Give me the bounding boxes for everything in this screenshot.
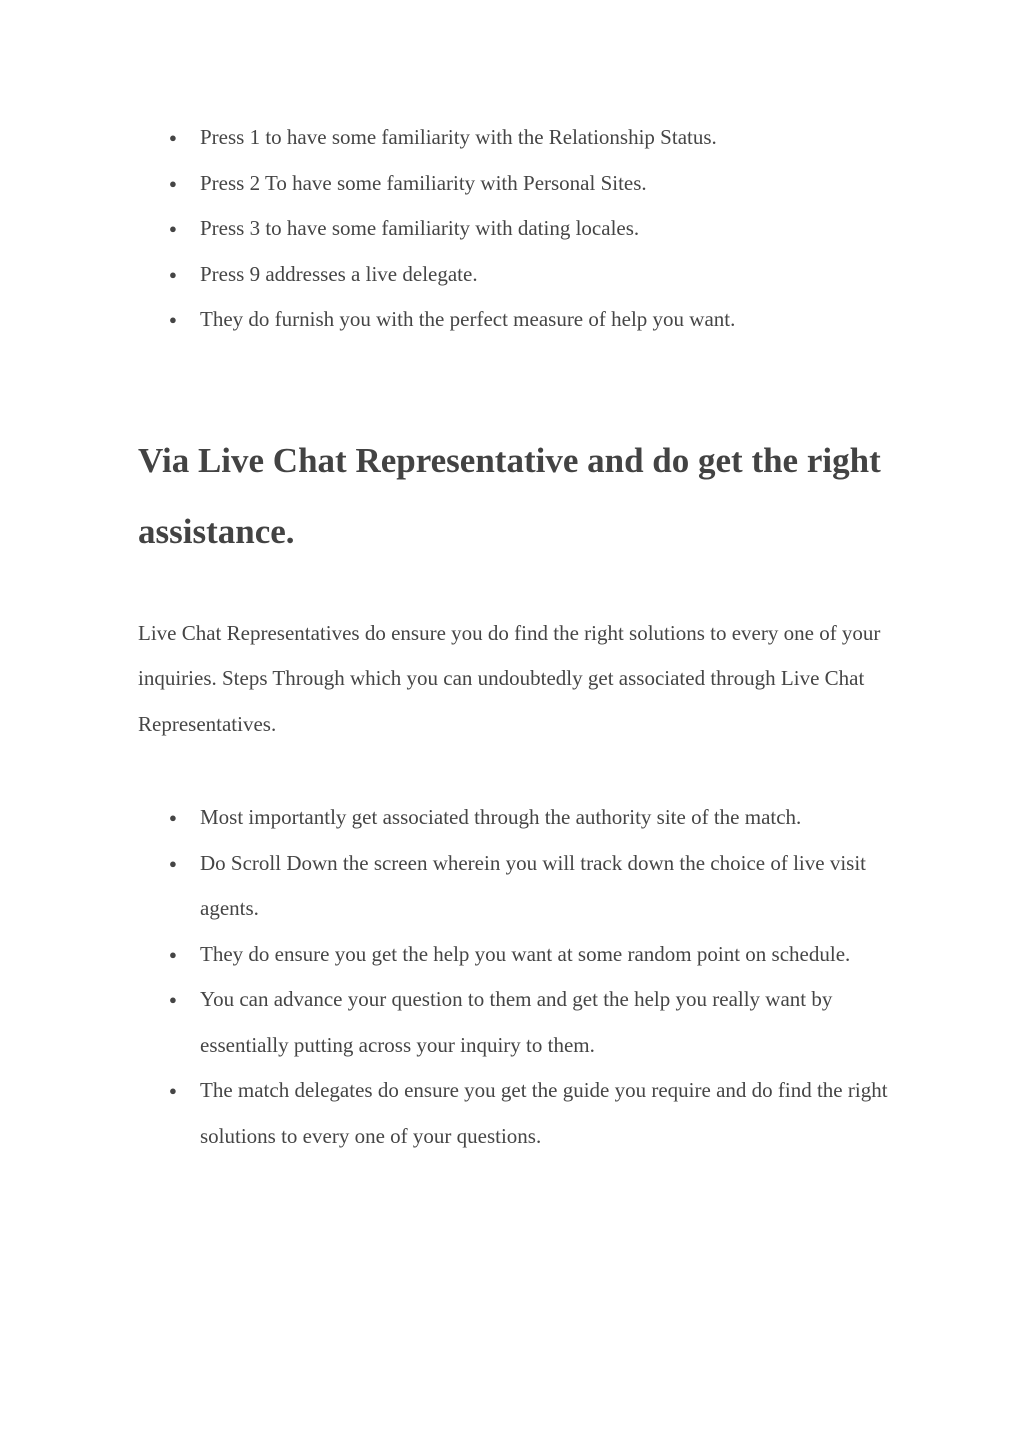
bullet-icon: ● xyxy=(169,130,177,145)
list-item xyxy=(0,841,1024,932)
list-item xyxy=(0,115,1024,161)
list-item xyxy=(0,1068,1024,1159)
section-heading: Via Live Chat Representative and do get the right assistance. xyxy=(138,441,881,551)
top-bullet-list xyxy=(0,115,1024,343)
bullet-icon: ● xyxy=(169,266,177,282)
list-item-text: They do furnish you with the perfect measure of help you want. xyxy=(200,307,736,331)
list-item xyxy=(0,252,1024,298)
list-item xyxy=(0,977,1024,1068)
bullet-icon: ● xyxy=(169,175,177,191)
list-item xyxy=(0,161,1024,207)
list-item-text: Press 9 addresses a live delegate. xyxy=(200,261,478,286)
list-item xyxy=(0,297,1024,343)
bullet-icon: ● xyxy=(169,810,177,825)
list-item-text: You can advance your question to them and get the help you really want by essentially putting across your inquiry to them. xyxy=(200,987,833,1057)
list-item xyxy=(0,932,1024,978)
list-item-text: Press 1 to have some familiarity with the Relationship Status. xyxy=(200,125,717,149)
bullet-icon: ● xyxy=(169,1083,177,1098)
body-paragraph: Live Chat Representatives do ensure you do find the right solutions to every one of your inquiries. Steps Through which you can undoubtedly get associated through Live Chat Representatives. xyxy=(138,621,881,736)
bullet-icon: ● xyxy=(169,992,177,1007)
bullet-icon: ● xyxy=(169,946,177,962)
list-item xyxy=(0,206,1024,252)
bullet-icon: ● xyxy=(169,855,177,871)
bullet-icon: ● xyxy=(169,221,177,236)
list-item-text: Do Scroll Down the screen wherein you will track down the choice of live visit agents. xyxy=(200,850,866,920)
bottom-bullet-list xyxy=(0,795,1024,1159)
list-item-text: They do ensure you get the help you want at some random point on schedule. xyxy=(200,941,851,966)
list-item-text: The match delegates do ensure you get the guide you require and do find the right solutions to every one of your questions. xyxy=(200,1078,888,1148)
list-item-text: Most importantly get associated through the authority site of the match. xyxy=(200,805,802,829)
list-item-text: Press 3 to have some familiarity with dating locales. xyxy=(200,216,640,240)
list-item-text: Press 2 To have some familiarity with Personal Sites. xyxy=(200,170,647,195)
list-item xyxy=(0,795,1024,841)
bullet-icon: ● xyxy=(169,312,177,327)
